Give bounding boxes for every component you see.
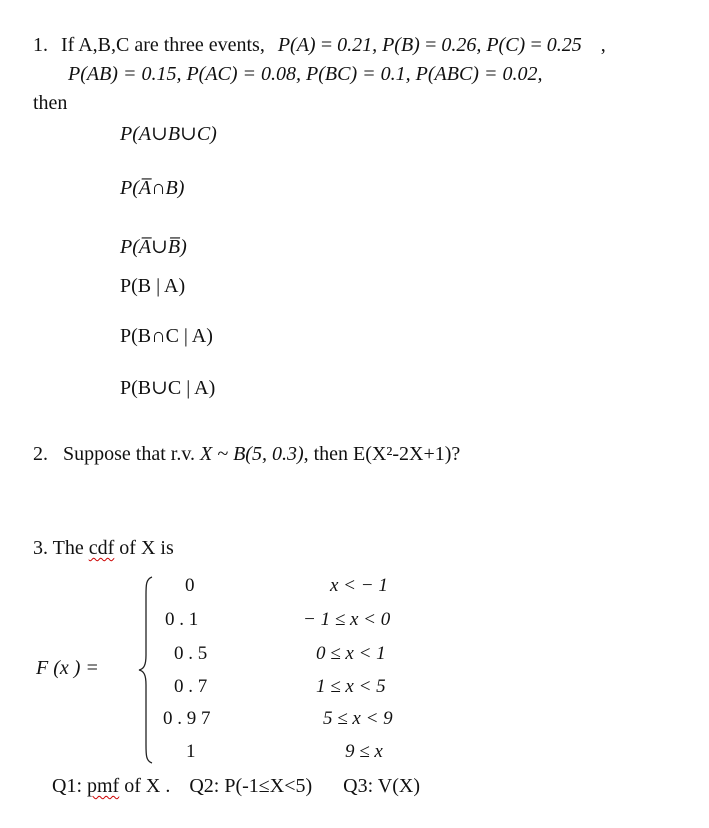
q1-then: then <box>33 92 68 114</box>
cdf-row-5-cond: 5 ≤ x < 9 <box>323 708 393 729</box>
q3-heading-pre: 3. The <box>33 537 84 559</box>
q1-item-3: P(A̅∪B̅) <box>120 236 187 258</box>
q1-first-line <box>33 34 606 57</box>
cdf-row-5-value: 0 . 9 7 <box>163 708 211 729</box>
q3-question-1-pmf: pmf <box>87 775 120 797</box>
q3-fx-label: F (x ) = <box>36 657 99 679</box>
q2-text-post: , then E(X²-2X+1)? <box>303 443 461 465</box>
cdf-row-6-cond: 9 ≤ x <box>345 741 383 762</box>
cdf-row-3-value: 0 . 5 <box>174 643 208 664</box>
q1-item-1: P(A∪B∪C) <box>120 123 217 145</box>
q3-question-2: Q2: P(-1≤X<5) <box>189 775 313 797</box>
q2-text-pre: Suppose that r.v. <box>63 443 196 465</box>
q1-comma: , <box>600 34 606 56</box>
q1-item-6: P(B∪C | A) <box>120 377 216 399</box>
q1-probs-line1: P(A) = 0.21, P(B) = 0.26, P(C) = 0.25 <box>277 34 582 56</box>
left-brace-icon <box>138 575 154 765</box>
q3-heading <box>33 537 174 560</box>
q2-text-math: X ~ B(5, 0.3) <box>200 443 304 465</box>
cdf-row-2-cond: − 1 ≤ x < 0 <box>303 609 391 630</box>
q1-probs-line2: P(AB) = 0.15, P(AC) = 0.08, P(BC) = 0.1, P(ABC) = 0.02, <box>68 63 543 85</box>
q1-intro: If A,B,C are three events, <box>61 34 265 56</box>
cdf-row-3-cond: 0 ≤ x < 1 <box>316 643 386 664</box>
cdf-row-4-cond: 1 ≤ x < 5 <box>316 676 386 697</box>
q3-heading-cdf: cdf <box>88 537 115 559</box>
q1-item-2: P(A̅∩B) <box>120 177 185 199</box>
q2-line <box>33 443 460 466</box>
q3-questions <box>52 775 420 798</box>
cdf-row-1-cond: x < − 1 <box>330 575 388 596</box>
cdf-row-6-value: 1 <box>186 741 196 762</box>
q3-heading-post: of X is <box>119 537 174 559</box>
cdf-row-2-value: 0 . 1 <box>165 609 199 630</box>
cdf-row-4-value: 0 . 7 <box>174 676 208 697</box>
q3-question-1-pre: Q1: <box>52 775 82 797</box>
q2-number: 2. <box>33 443 48 465</box>
q1-item-5: P(B∩C | A) <box>120 325 213 347</box>
q3-question-1-post: of X . <box>124 775 171 797</box>
cdf-row-1-value: 0 <box>185 575 195 596</box>
q1-number: 1. <box>33 34 48 56</box>
q3-question-3: Q3: V(X) <box>343 775 420 797</box>
q1-item-4: P(B | A) <box>120 275 186 297</box>
